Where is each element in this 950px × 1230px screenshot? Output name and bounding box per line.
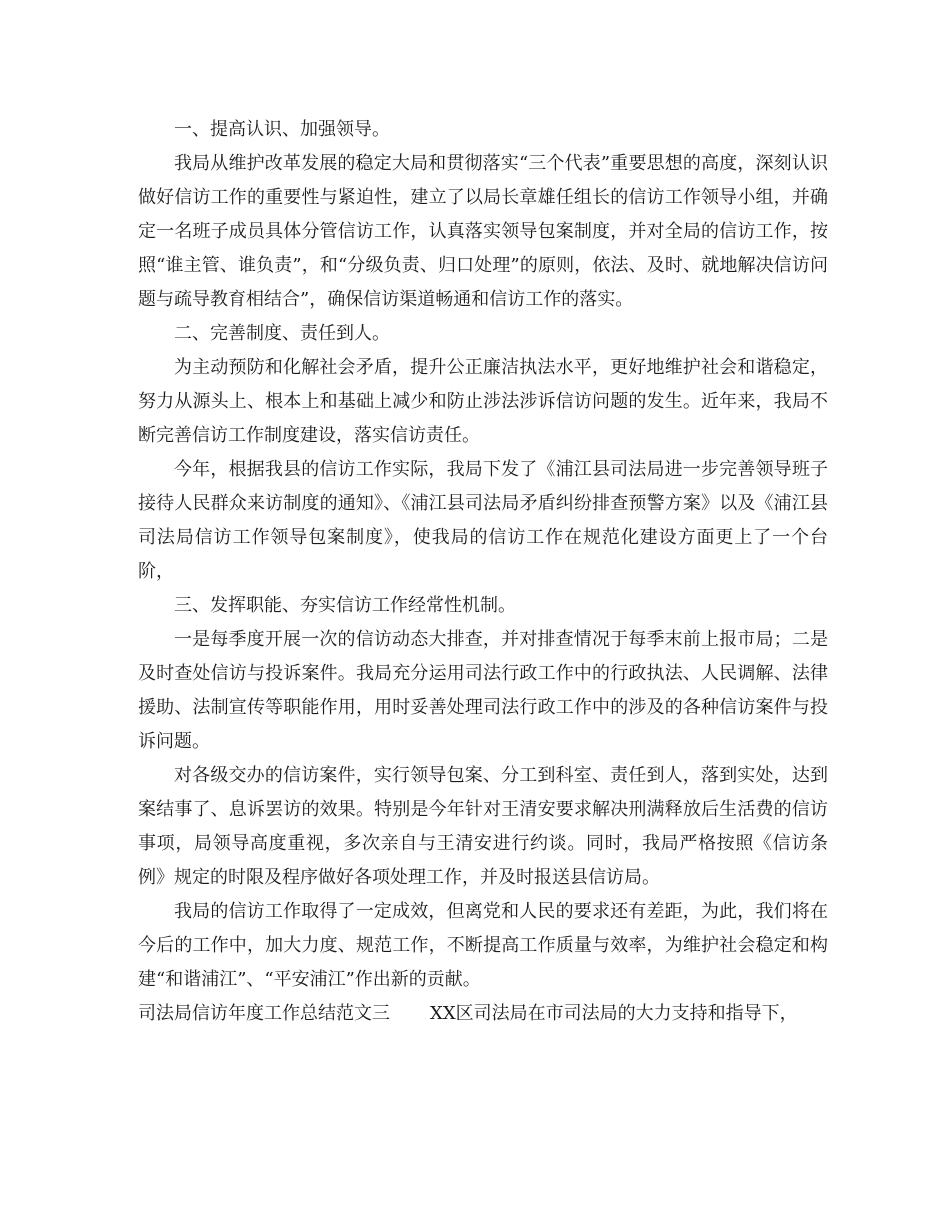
paragraph: 一是每季度开展一次的信访动态大排查，并对排查情况于每季末前上报市局；二是及时查处信访与投诉案件。我局充分运用司法行政工作中的行政执法、人民调解、法律援助、法制宣传等职能作用，用时妥善处理司法行政工作中的涉及的各种信访案件与投诉问题。 bbox=[138, 629, 828, 752]
paragraph: 我局的信访工作取得了一定成效，但离党和人民的要求还有差距，为此，我们将在今后的工作中，加大力度、规范工作，不断提高工作质量与效率，为维护社会稳定和构建“和谐浦江”、“平安浦江”作出新的贡献。 bbox=[138, 901, 828, 990]
document-body bbox=[138, 113, 828, 1031]
section-heading-3: 三、发挥职能、夯实信访工作经常性机制。 bbox=[174, 595, 516, 616]
paragraph: 我局从维护改革发展的稳定大局和贯彻落实“三个代表”重要思想的高度，深刻认识做好信访工作的重要性与紧迫性，建立了以局长章雄任组长的信访工作领导小组，并确定一名班子成员具体分管信访工作，认真落实领导包案制度，并对全局的信访工作，按照“谁主管、谁负责”，和“分级负责、归口处理”的原则，依法、及时、就地解决信访问题与疏导教育相结合”，确保信访渠道畅通和信访工作的落实。 bbox=[138, 153, 828, 310]
next-article-text: XX区司法局在市司法局的大力支持和指导下， bbox=[430, 1003, 798, 1024]
paragraph: 为主动预防和化解社会矛盾，提升公正廉洁执法水平，更好地维护社会和谐稳定，努力从源头上、根本上和基础上减少和防止涉法涉诉信访问题的发生。近年来，我局不断完善信访工作制度建设，落实信访责任。 bbox=[138, 357, 828, 446]
section-heading-2: 二、完善制度、责任到人。 bbox=[174, 323, 390, 344]
next-article-line bbox=[138, 997, 828, 1031]
paragraph: 对各级交办的信访案件，实行领导包案、分工到科室、责任到人，落到实处，达到案结事了、息诉罢访的效果。特别是今年针对王清安要求解决刑满释放后生活费的信访事项，局领导高度重视，多次亲自与王清安进行约谈。同时，我局严格按照《信访条例》规定的时限及程序做好各项处理工作，并及时报送县信访局。 bbox=[138, 765, 828, 888]
paragraph: 今年，根据我县的信访工作实际，我局下发了《浦江县司法局进一步完善领导班子接待人民群众来访制度的通知》、《浦江县司法局矛盾纠纷排查预警方案》以及《浦江县司法局信访工作领导包案制度》，使我局的信访工作在规范化建设方面更上了一个台阶， bbox=[138, 459, 828, 582]
section-heading-1: 一、提高认识、加强领导。 bbox=[174, 119, 390, 140]
next-article-title: 司法局信访年度工作总结范文三 bbox=[138, 1003, 390, 1024]
